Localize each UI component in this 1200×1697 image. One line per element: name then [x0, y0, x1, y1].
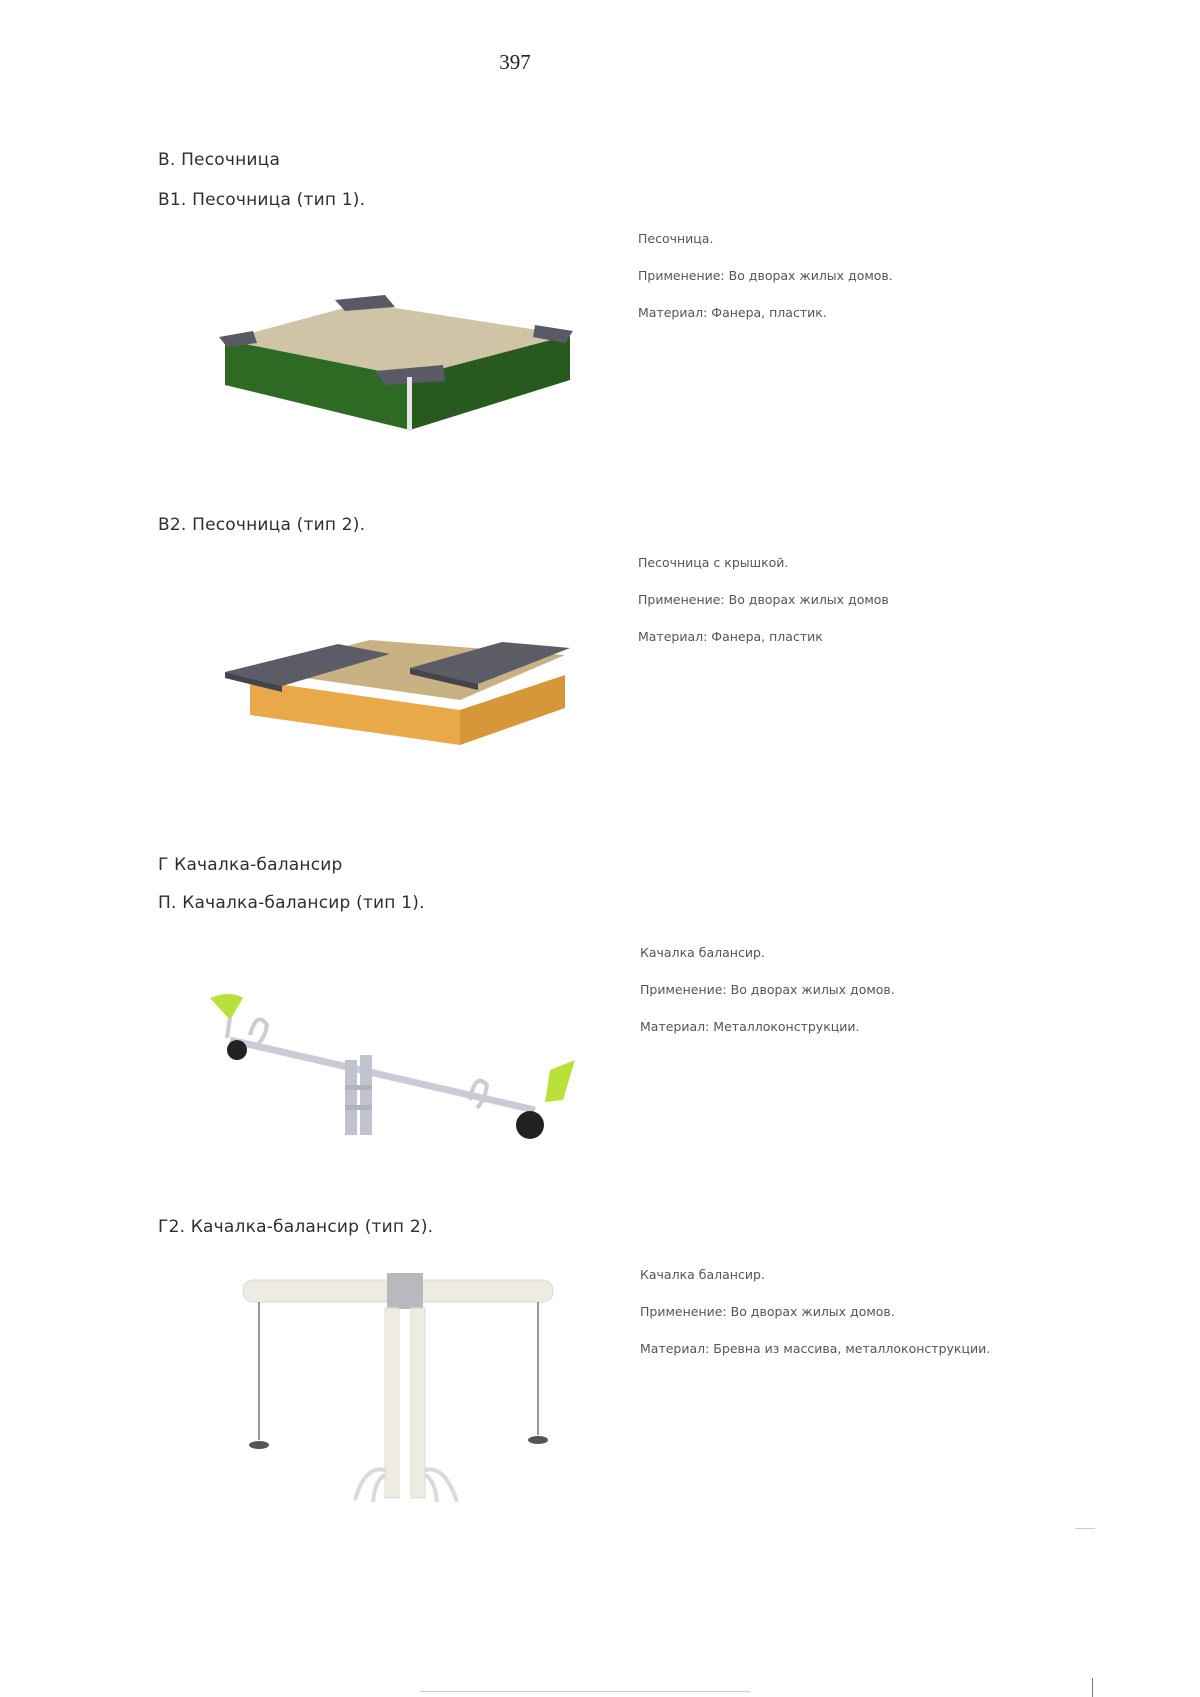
scan-mark [1092, 1678, 1093, 1697]
description-line: Применение: Во дворах жилых домов [638, 592, 889, 607]
description-line: Материал: Фанера, пластик. [638, 305, 827, 320]
description-line: Применение: Во дворах жилых домов. [638, 268, 893, 283]
description-seesaw-type1 [640, 934, 895, 1045]
log-balance-swing-icon [235, 1270, 565, 1510]
description-sandbox-type1 [638, 220, 893, 331]
description-line: Применение: Во дворах жилых домов. [640, 1304, 895, 1319]
item-heading-seesaw-type2: Г2. Качалка-балансир (тип 2). [158, 1217, 434, 1237]
description-line: Песочница. [638, 231, 714, 246]
section-heading-seesaw: Г Качалка-балансир [158, 855, 343, 875]
sandbox-lid-icon [220, 620, 580, 750]
item-heading-seesaw-type1: П. Качалка-балансир (тип 1). [158, 893, 425, 913]
scan-mark [1075, 1528, 1095, 1529]
description-line: Применение: Во дворах жилых домов. [640, 982, 895, 997]
scan-mark [420, 1691, 750, 1692]
description-line: Качалка балансир. [640, 945, 765, 960]
description-line: Материал: Бревна из массива, металлоконструкции. [640, 1341, 991, 1356]
item-heading-sandbox-type2: В2. Песочница (тип 2). [158, 515, 366, 535]
description-line: Материал: Металлоконструкции. [640, 1019, 860, 1034]
item-heading-sandbox-type1: В1. Песочница (тип 1). [158, 190, 366, 210]
section-heading-sandbox: В. Песочница [158, 150, 281, 170]
seesaw-icon [205, 990, 585, 1150]
description-line: Материал: Фанера, пластик [638, 629, 823, 644]
description-line: Песочница с крышкой. [638, 555, 789, 570]
description-sandbox-type2 [638, 544, 889, 655]
description-line: Качалка балансир. [640, 1267, 765, 1282]
page-number: 397 [499, 50, 531, 74]
description-seesaw-type2 [640, 1256, 990, 1367]
sandbox-open-icon [215, 285, 575, 435]
